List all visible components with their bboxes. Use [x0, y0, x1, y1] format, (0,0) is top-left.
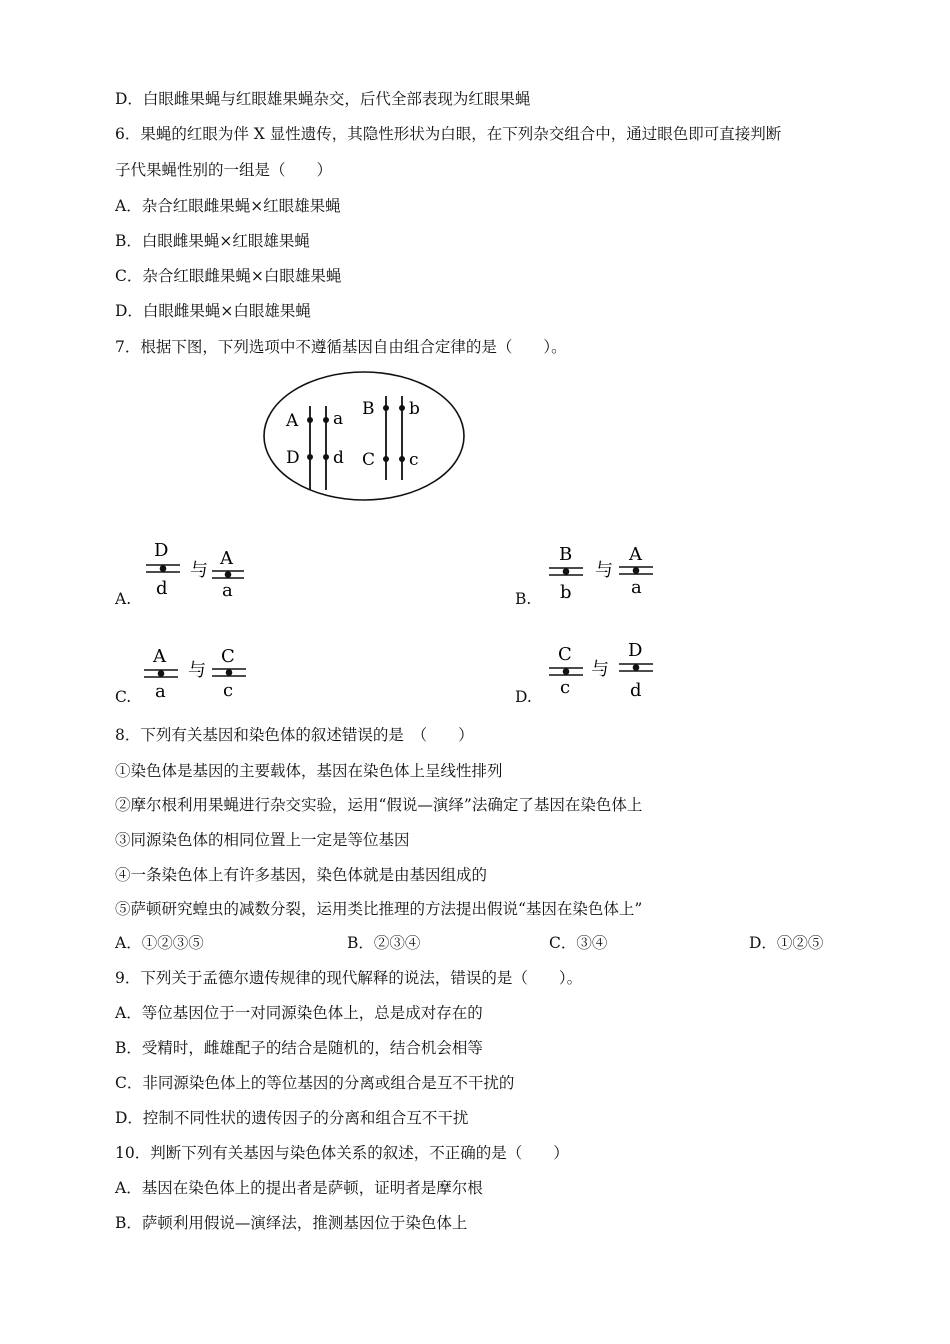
svg-text:a: a [222, 580, 233, 601]
svg-text:c: c [560, 677, 571, 698]
svg-text:C: C [221, 646, 235, 667]
q8-statement-1: ①染色体是基因的主要载体，基因在染色体上呈线性排列 [115, 762, 503, 780]
q7-option-c-label: C. [115, 688, 132, 706]
q7-stem: 7．根据下图，下列选项中不遵循基因自由组合定律的是（ ）。 [115, 338, 567, 356]
svg-text:a: a [155, 681, 166, 702]
fig-gene-A: A [286, 411, 299, 431]
q8-option-b: B．②③④ [347, 934, 421, 952]
q10-option-a: A．基因在染色体上的提出者是萨顿，证明者是摩尔根 [115, 1179, 483, 1197]
q7-option-a-figure [142, 536, 252, 602]
fig-gene-C: C [362, 450, 376, 470]
svg-text:D: D [154, 540, 169, 561]
q6-stem-line1: 6．果蝇的红眼为伴 X 显性遗传，其隐性形状为白眼，在下列杂交组合中，通过眼色即可直接判断 [115, 125, 782, 143]
q9-option-d: D．控制不同性状的遗传因子的分离和组合互不干扰 [115, 1109, 469, 1127]
q9-stem: 9．下列关于孟德尔遗传规律的现代解释的说法，错误的是（ ）。 [115, 969, 583, 987]
q7-option-d-label: D. [515, 688, 532, 706]
q6-option-a: A．杂合红眼雌果蝇×红眼雄果蝇 [115, 197, 341, 215]
svg-text:A: A [220, 548, 233, 569]
q7-option-b-label: B. [515, 590, 532, 608]
q7-option-c-figure [142, 642, 252, 702]
q8-statement-2: ②摩尔根利用果蝇进行杂交实验，运用“假说—演绎”法确定了基因在染色体上 [115, 796, 643, 814]
q9-option-a: A．等位基因位于一对同源染色体上，总是成对存在的 [115, 1004, 483, 1022]
q6-stem-line2: 子代果蝇性别的一组是（ ） [115, 161, 333, 179]
svg-text:B: B [559, 544, 573, 565]
fig-gene-B: B [362, 399, 375, 419]
q7-option-b-figure [543, 538, 658, 604]
q8-option-d: D．①②⑤ [749, 934, 824, 952]
q9-option-c: C．非同源染色体上的等位基因的分离或组合是互不干扰的 [115, 1074, 515, 1092]
q8-statement-3: ③同源染色体的相同位置上一定是等位基因 [115, 831, 410, 849]
q9-option-b: B．受精时，雌雄配子的结合是随机的，结合机会相等 [115, 1039, 483, 1057]
q5-option-d: D．白眼雌果蝇与红眼雄果蝇杂交，后代全部表现为红眼果蝇 [115, 90, 531, 108]
q8-option-a: A．①②③⑤ [115, 934, 204, 952]
svg-text:d: d [156, 578, 168, 599]
fig-gene-D: D [286, 448, 300, 468]
svg-text:A: A [153, 646, 166, 667]
q7-option-d-figure [543, 636, 658, 702]
fig-gene-a: a [333, 409, 344, 429]
svg-text:与: 与 [188, 660, 206, 681]
q6-option-d: D．白眼雌果蝇×白眼雄果蝇 [115, 302, 311, 320]
svg-text:A: A [629, 544, 642, 565]
svg-text:与: 与 [591, 659, 609, 680]
q8-options-row [0, 933, 950, 955]
fig-gene-d: d [333, 448, 344, 468]
q8-statement-5: ⑤萨顿研究蝗虫的减数分裂，运用类比推理的方法提出假说“基因在染色体上” [115, 900, 643, 918]
q6-option-b: B．白眼雌果蝇×红眼雄果蝇 [115, 232, 310, 250]
q7-cell-figure [260, 368, 468, 504]
q7-option-a-label: A. [115, 590, 132, 608]
q8-statement-4: ④一条染色体上有许多基因，染色体就是由基因组成的 [115, 866, 488, 884]
q8-option-c: C．③④ [549, 934, 608, 952]
svg-text:C: C [558, 644, 572, 665]
svg-text:b: b [560, 582, 572, 603]
svg-text:D: D [628, 640, 643, 661]
svg-text:a: a [631, 577, 642, 598]
q8-stem: 8．下列有关基因和染色体的叙述错误的是 （ ） [115, 726, 474, 744]
q10-stem: 10．判断下列有关基因与染色体关系的叙述，不正确的是（ ） [115, 1144, 569, 1162]
svg-text:c: c [223, 680, 234, 701]
svg-text:与: 与 [190, 560, 208, 581]
q6-option-c: C．杂合红眼雌果蝇×白眼雄果蝇 [115, 267, 342, 285]
svg-text:与: 与 [595, 560, 613, 581]
fig-gene-b: b [409, 399, 420, 419]
fig-gene-c: c [409, 450, 419, 470]
svg-text:d: d [630, 680, 642, 701]
q10-option-b: B．萨顿利用假说—演绎法，推测基因位于染色体上 [115, 1214, 468, 1232]
